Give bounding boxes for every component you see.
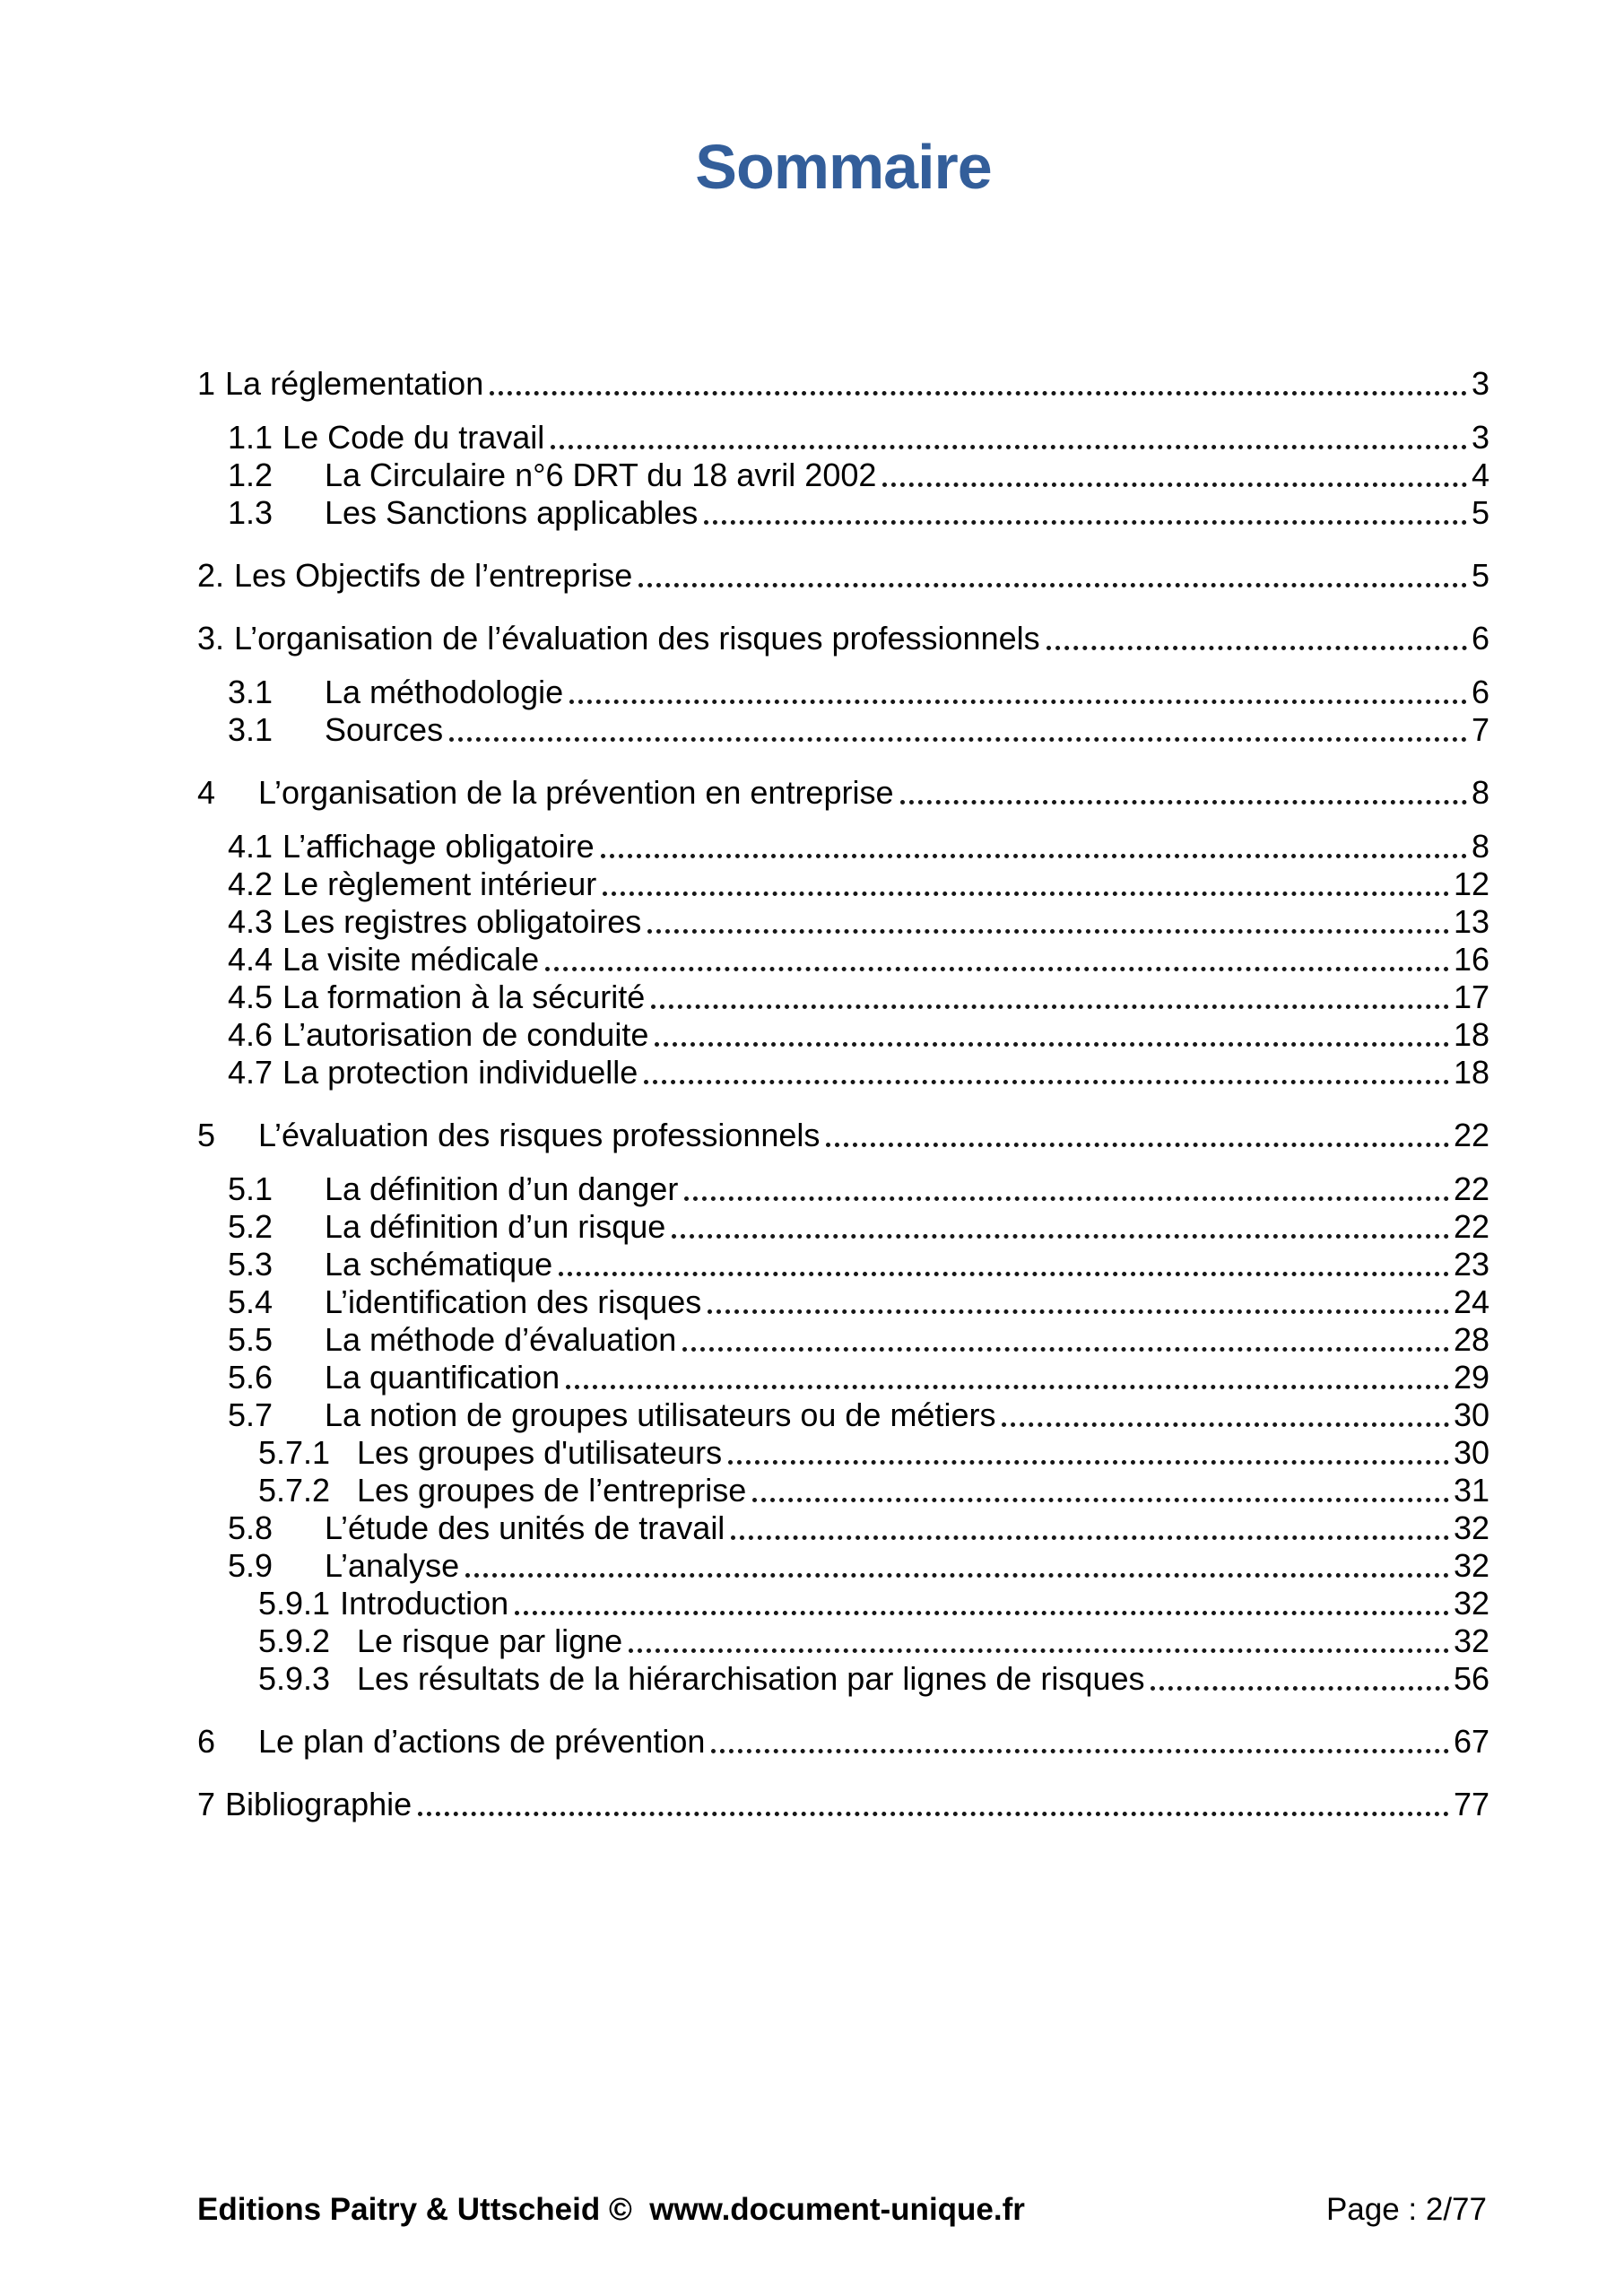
toc-entry-label: Introduction bbox=[340, 1584, 509, 1622]
toc-entry[interactable] bbox=[197, 557, 1489, 595]
toc-entry-label: La formation à la sécurité bbox=[282, 978, 646, 1015]
dot-leader bbox=[515, 1611, 1449, 1615]
toc-entry-number: 5.8 bbox=[228, 1509, 274, 1546]
toc-entry-number: 1.3 bbox=[228, 493, 274, 531]
dot-leader bbox=[551, 445, 1467, 449]
dot-leader bbox=[655, 1042, 1449, 1047]
toc-entry-page[interactable]: 32 bbox=[1453, 1622, 1489, 1659]
toc-entry[interactable] bbox=[197, 1246, 1489, 1283]
toc-entry-page[interactable]: 31 bbox=[1453, 1471, 1489, 1509]
toc-entry-page[interactable]: 17 bbox=[1453, 978, 1489, 1015]
toc-entry-page[interactable]: 77 bbox=[1453, 1785, 1489, 1822]
toc-entry-label: L’identification des risques bbox=[325, 1283, 702, 1320]
toc-entry-number: 7 bbox=[197, 1785, 216, 1822]
toc-entry-number: 5.3 bbox=[228, 1245, 274, 1283]
toc-entry-page[interactable]: 32 bbox=[1453, 1546, 1489, 1584]
toc-entry-label: La définition d’un danger bbox=[325, 1170, 679, 1207]
toc-entry-number: 5.7.1 bbox=[258, 1433, 331, 1471]
toc-entry-label: La notion de groupes utilisateurs ou de métiers bbox=[325, 1396, 996, 1433]
toc-entry-label: La schématique bbox=[325, 1245, 553, 1283]
toc-entry[interactable] bbox=[197, 1016, 1489, 1054]
toc-entry[interactable] bbox=[197, 774, 1489, 812]
toc-entry-label: Les résultats de la hiérarchisation par lignes de risques bbox=[357, 1659, 1145, 1697]
toc-entry[interactable] bbox=[197, 941, 1489, 978]
toc-entry[interactable] bbox=[197, 1622, 1489, 1660]
toc-entry[interactable] bbox=[197, 1054, 1489, 1091]
toc-entry-number: 4.4 bbox=[228, 940, 274, 978]
toc-entry-page[interactable]: 28 bbox=[1453, 1320, 1489, 1358]
dot-leader bbox=[651, 1004, 1449, 1009]
toc-entry[interactable] bbox=[197, 828, 1489, 865]
toc-entry-label: L’affichage obligatoire bbox=[282, 827, 595, 865]
toc-entry-number: 4.7 bbox=[228, 1053, 274, 1091]
toc-entry-number: 5 bbox=[197, 1116, 216, 1153]
toc-entry[interactable] bbox=[197, 1723, 1489, 1761]
toc-entry-page[interactable]: 18 bbox=[1453, 1015, 1489, 1053]
toc-entry-page[interactable]: 22 bbox=[1453, 1116, 1489, 1153]
dot-leader bbox=[1046, 646, 1467, 650]
toc-entry-label: L’analyse bbox=[325, 1546, 460, 1584]
toc-entry-label: L’autorisation de conduite bbox=[282, 1015, 649, 1053]
dot-leader bbox=[629, 1648, 1449, 1653]
toc-entry-number: 5.7.2 bbox=[258, 1471, 331, 1509]
dot-leader bbox=[601, 854, 1467, 858]
toc-entry-page[interactable]: 8 bbox=[1471, 773, 1489, 811]
dot-leader bbox=[728, 1460, 1449, 1465]
toc-entry[interactable] bbox=[197, 1170, 1489, 1208]
toc-entry-page[interactable]: 5 bbox=[1471, 493, 1489, 531]
toc-entry-number: 4.6 bbox=[228, 1015, 274, 1053]
toc-entry-label: La quantification bbox=[325, 1358, 560, 1396]
toc-entry[interactable] bbox=[197, 674, 1489, 711]
toc-entry[interactable] bbox=[197, 1585, 1489, 1622]
toc-entry-label: La protection individuelle bbox=[282, 1053, 638, 1091]
toc-entry-page[interactable]: 23 bbox=[1453, 1245, 1489, 1283]
footer-publisher: Editions Paitry & Uttscheid © www.document-unique.fr bbox=[197, 2192, 1025, 2227]
toc-entry-page[interactable]: 12 bbox=[1453, 865, 1489, 902]
toc-entry[interactable] bbox=[197, 1434, 1489, 1472]
dot-leader bbox=[684, 1196, 1449, 1201]
toc-entry-label: La réglementation bbox=[225, 364, 484, 402]
toc-entry-number: 4 bbox=[197, 773, 216, 811]
toc-entry-label: L’organisation de la prévention en entreprise bbox=[258, 773, 894, 811]
toc-entry-label: L’organisation de l’évaluation des risques professionnels bbox=[234, 619, 1040, 657]
toc-entry-label: La Circulaire n°6 DRT du 18 avril 2002 bbox=[325, 456, 877, 493]
toc-entry-number: 5.5 bbox=[228, 1320, 274, 1358]
dot-leader bbox=[638, 583, 1467, 587]
toc-entry-label: Les groupes de l’entreprise bbox=[357, 1471, 747, 1509]
dot-leader bbox=[826, 1143, 1449, 1147]
toc-entry-number: 4.2 bbox=[228, 865, 274, 902]
toc-entry-label: Le Code du travail bbox=[282, 418, 545, 456]
toc-entry-number: 5.9.3 bbox=[258, 1659, 331, 1697]
toc-entry-page[interactable]: 22 bbox=[1453, 1170, 1489, 1207]
dot-leader bbox=[449, 737, 1467, 742]
toc-entry-label: L’évaluation des risques professionnels bbox=[258, 1116, 821, 1153]
toc-entry-page[interactable]: 56 bbox=[1453, 1659, 1489, 1697]
toc-entry-number: 1 bbox=[197, 364, 216, 402]
toc-entry[interactable] bbox=[197, 1396, 1489, 1434]
dot-leader bbox=[490, 391, 1467, 396]
toc-entry-page[interactable]: 3 bbox=[1471, 418, 1489, 456]
toc-entry-number: 4.5 bbox=[228, 978, 274, 1015]
toc-entry-label: Les Objectifs de l’entreprise bbox=[234, 556, 633, 594]
toc-entry-page[interactable]: 5 bbox=[1471, 556, 1489, 594]
toc-entry-number: 3.1 bbox=[228, 710, 274, 748]
toc-entry[interactable] bbox=[197, 1283, 1489, 1321]
dot-leader bbox=[731, 1535, 1449, 1540]
toc-entry[interactable] bbox=[197, 1509, 1489, 1547]
toc-entry-label: La définition d’un risque bbox=[325, 1207, 666, 1245]
toc-entry-label: Le risque par ligne bbox=[357, 1622, 623, 1659]
toc-entry-label: La méthodologie bbox=[325, 673, 564, 710]
toc-entry-number: 3. bbox=[197, 619, 225, 657]
dot-leader bbox=[559, 1272, 1449, 1276]
dot-leader bbox=[882, 483, 1467, 487]
toc-entry-label: La visite médicale bbox=[282, 940, 540, 978]
dot-leader bbox=[644, 1080, 1449, 1084]
toc-entry-number: 4.3 bbox=[228, 902, 274, 940]
toc-entry-page[interactable]: 22 bbox=[1453, 1207, 1489, 1245]
toc-entry-label: L’étude des unités de travail bbox=[325, 1509, 725, 1546]
toc-entry-label: Le plan d’actions de prévention bbox=[258, 1722, 706, 1760]
dot-leader bbox=[682, 1347, 1449, 1352]
toc-entry-number: 5.6 bbox=[228, 1358, 274, 1396]
toc-entry[interactable] bbox=[197, 1208, 1489, 1246]
toc-entry[interactable] bbox=[197, 1472, 1489, 1509]
toc-entry-page[interactable]: 7 bbox=[1471, 710, 1489, 748]
toc-entry-page[interactable]: 29 bbox=[1453, 1358, 1489, 1396]
toc-entry-page[interactable]: 30 bbox=[1453, 1433, 1489, 1471]
toc-entry-page[interactable]: 16 bbox=[1453, 940, 1489, 978]
toc-entry[interactable] bbox=[197, 419, 1489, 457]
page-footer bbox=[197, 2192, 1487, 2228]
toc-entry-page[interactable]: 8 bbox=[1471, 827, 1489, 865]
toc-entry-page[interactable]: 32 bbox=[1453, 1509, 1489, 1546]
toc-entry-number: 5.9 bbox=[228, 1546, 274, 1584]
dot-leader bbox=[566, 1385, 1449, 1389]
toc-entry[interactable] bbox=[197, 1117, 1489, 1154]
toc-entry[interactable] bbox=[197, 457, 1489, 494]
dot-leader bbox=[545, 967, 1449, 971]
toc-entry-number: 5.9.1 bbox=[258, 1584, 331, 1622]
toc-entry-label: Les registres obligatoires bbox=[282, 902, 642, 940]
dot-leader bbox=[672, 1234, 1449, 1239]
dot-leader bbox=[603, 891, 1449, 896]
toc-entry-number: 5.9.2 bbox=[258, 1622, 331, 1659]
toc-entry-number: 5.7 bbox=[228, 1396, 274, 1433]
dot-leader bbox=[1002, 1422, 1448, 1427]
toc-entry[interactable] bbox=[197, 365, 1489, 403]
toc-entry-number: 2. bbox=[197, 556, 225, 594]
dot-leader bbox=[418, 1812, 1449, 1816]
toc-entry[interactable] bbox=[197, 1786, 1489, 1823]
toc-entry-number: 6 bbox=[197, 1722, 216, 1760]
toc-entry-number: 3.1 bbox=[228, 673, 274, 710]
toc-entry-label: La méthode d’évaluation bbox=[325, 1320, 677, 1358]
toc-entry-page[interactable]: 67 bbox=[1453, 1722, 1489, 1760]
dot-leader bbox=[1151, 1686, 1448, 1691]
toc-entry-number: 5.1 bbox=[228, 1170, 274, 1207]
dot-leader bbox=[569, 700, 1467, 704]
toc-entry-label: Les groupes d'utilisateurs bbox=[357, 1433, 723, 1471]
toc-entry-page[interactable]: 13 bbox=[1453, 902, 1489, 940]
toc-entry-page[interactable]: 6 bbox=[1471, 673, 1489, 710]
toc-entry[interactable] bbox=[197, 903, 1489, 941]
dot-leader bbox=[900, 800, 1467, 804]
toc-entry[interactable] bbox=[197, 1660, 1489, 1698]
toc-entry-number: 1.2 bbox=[228, 456, 274, 493]
toc-entry[interactable] bbox=[197, 711, 1489, 749]
toc-entry[interactable] bbox=[197, 1359, 1489, 1396]
toc-entry-page[interactable]: 3 bbox=[1471, 364, 1489, 402]
dot-leader bbox=[647, 929, 1449, 934]
dot-leader bbox=[752, 1498, 1449, 1502]
page-title: Sommaire bbox=[695, 132, 992, 202]
toc-entry[interactable] bbox=[197, 494, 1489, 532]
toc-entry-number: 5.4 bbox=[228, 1283, 274, 1320]
toc-entry-page[interactable]: 24 bbox=[1453, 1283, 1489, 1320]
toc-entry-label: Le règlement intérieur bbox=[282, 865, 597, 902]
toc-entry-number: 4.1 bbox=[228, 827, 274, 865]
toc-entry-page[interactable]: 18 bbox=[1453, 1053, 1489, 1091]
footer-page-indicator: Page : 2/77 bbox=[1325, 2192, 1487, 2227]
toc-entry[interactable] bbox=[197, 620, 1489, 657]
toc-entry-number: 1.1 bbox=[228, 418, 274, 456]
toc-entry-label: Les Sanctions applicables bbox=[325, 493, 699, 531]
toc-entry-page[interactable]: 30 bbox=[1453, 1396, 1489, 1433]
toc-entry[interactable] bbox=[197, 1321, 1489, 1359]
toc-entry-label: Sources bbox=[325, 710, 444, 748]
toc-entry-label: Bibliographie bbox=[225, 1785, 413, 1822]
dot-leader bbox=[704, 520, 1467, 525]
toc-entry-page[interactable]: 32 bbox=[1453, 1584, 1489, 1622]
dot-leader bbox=[465, 1573, 1449, 1578]
toc-entry-page[interactable]: 6 bbox=[1471, 619, 1489, 657]
dot-leader bbox=[711, 1749, 1449, 1753]
toc-entry[interactable] bbox=[197, 978, 1489, 1016]
toc-entry-page[interactable]: 4 bbox=[1471, 456, 1489, 493]
toc-entry[interactable] bbox=[197, 1547, 1489, 1585]
dot-leader bbox=[708, 1309, 1449, 1314]
toc-entry[interactable] bbox=[197, 865, 1489, 903]
toc-entry-number: 5.2 bbox=[228, 1207, 274, 1245]
table-of-contents bbox=[197, 339, 1489, 1823]
